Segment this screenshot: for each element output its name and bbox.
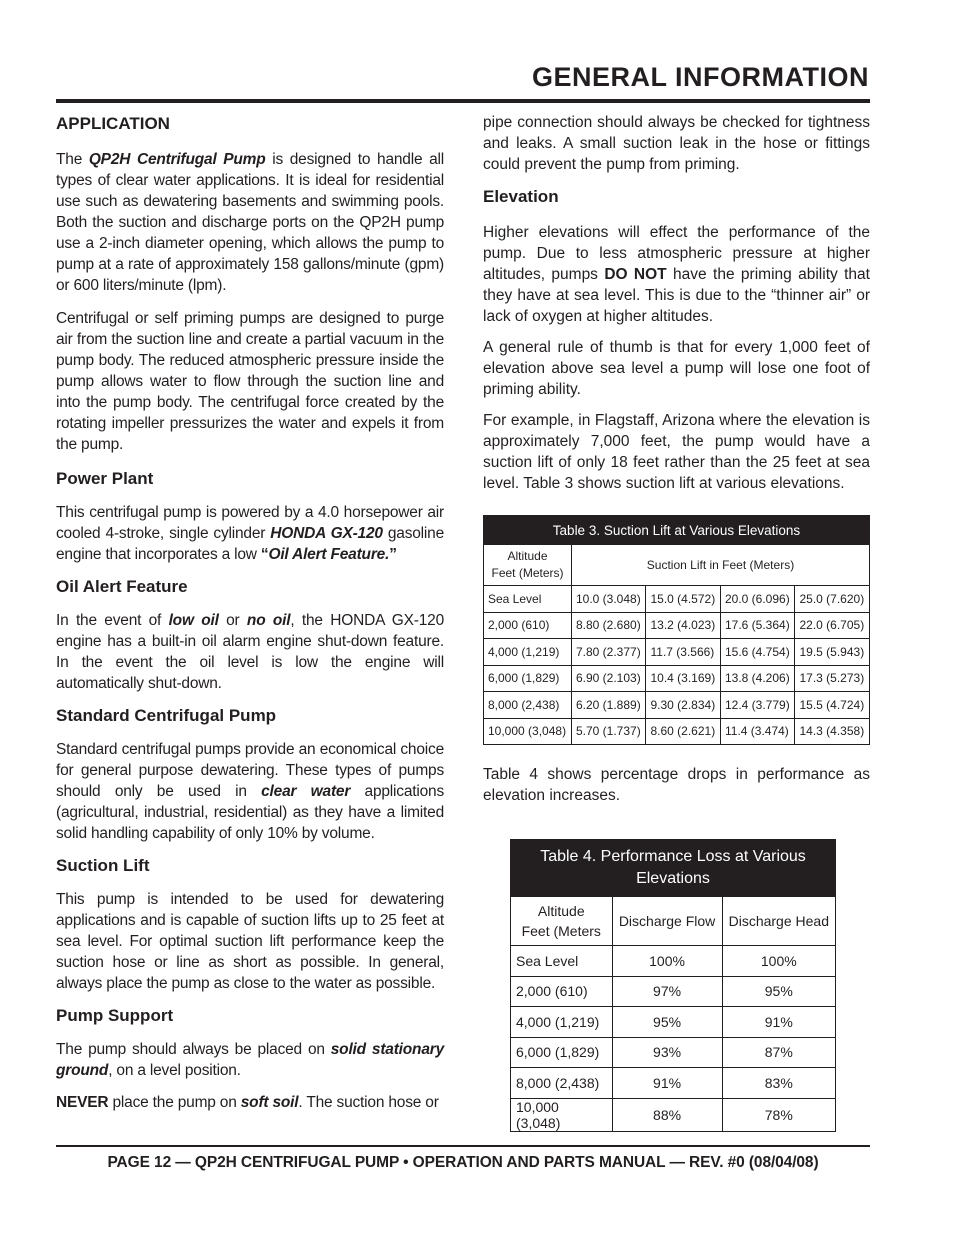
table-cell: 4,000 (1,219) [511,1007,613,1038]
elevation-heading: Elevation [483,187,559,206]
table4-altitude-header: Altitude Feet (Meters [511,897,613,946]
table-row [511,1037,836,1068]
table-cell: 11.4 (3.474) [720,718,795,745]
table-cell: 13.8 (4.206) [720,665,795,692]
table-cell: 91% [722,1007,835,1038]
table4-head-header: Discharge Head [722,897,835,946]
power-plant-heading: Power Plant [56,469,154,488]
table-row [484,718,870,745]
page-footer: PAGE 12 — QP2H CENTRIFUGAL PUMP • OPERATION AND PARTS MANUAL — REV. #0 (08/04/08) [107,1154,819,1171]
table-cell: 83% [722,1068,835,1099]
table-cell: 78% [722,1098,835,1131]
table-cell: 17.3 (5.273) [795,665,870,692]
table-cell: 11.7 (3.566) [646,639,721,666]
table-cell: 22.0 (6.705) [795,612,870,639]
pump-support-heading: Pump Support [56,1006,174,1025]
pump-support-paragraph-1: The pump should always be placed on solid stationary ground, on a level position. [56,1041,444,1079]
continued-paragraph: pipe connection should always be checked for tightness and leaks. A small suction leak in the hose or fittings could prevent the pump from priming. [483,114,870,173]
table-row [511,976,836,1007]
table-row [484,586,870,613]
table-cell: 5.70 (1.737) [571,718,646,745]
elevation-paragraph-1: Higher elevations will effect the performance of the pump. Due to less atmospheric pressure at higher altitudes, pumps DO NOT have the priming ability that they have at sea level. This is due to the “thinner air” or lack of oxygen at higher altitudes. [483,224,870,325]
table-cell: Sea Level [511,946,613,977]
table-cell: 4,000 (1,219) [484,639,572,666]
right-column [483,112,870,494]
table-cell: 93% [612,1037,722,1068]
table-cell: 8.80 (2.680) [571,612,646,639]
table4-flow-header: Discharge Flow [612,897,722,946]
table-cell: 12.4 (3.779) [720,692,795,719]
pump-support-paragraph-2: NEVER place the pump on soft soil. The suction hose or [56,1094,439,1111]
application-paragraph-2: Centrifugal or self priming pumps are designed to purge air from the suction line and create a partial vacuum in the pump body. The reduced atmospheric pressure inside the pump allows water to flow through the suction line and into the pump body. The centrifugal force created by the rotating impeller pressurizes the water and expels it from the pump. [56,310,444,453]
table-cell: 88% [612,1098,722,1131]
table-cell: 14.3 (4.358) [795,718,870,745]
table-cell: 8,000 (2,438) [484,692,572,719]
standard-pump-heading: Standard Centrifugal Pump [56,706,277,725]
table-cell: 2,000 (610) [511,976,613,1007]
oil-alert-heading: Oil Alert Feature [56,577,188,596]
suction-lift-table [483,515,870,745]
suction-lift-paragraph: This pump is intended to be used for dewatering applications and is capable of suction lifts up to 25 feet at sea level. For optimal suction lift performance keep the suction hose or line as short as possible. In general, always place the pump as close to the water as possible. [56,891,444,992]
table-cell: 15.6 (4.754) [720,639,795,666]
table-cell: 2,000 (610) [484,612,572,639]
table-row [484,639,870,666]
table3-caption: Table 3. Suction Lift at Various Elevations [484,516,870,545]
application-paragraph-1: The QP2H Centrifugal Pump is designed to handle all types of clear water applications. It is ideal for residential use such as dewatering basements and swimming pools. Both the suction and discharge ports on the QP2H pump use a 2-inch diameter opening, which allows the pump to pump at a rate of approximately 158 gallons/minute (gpm) or 600 liters/minute (lpm). [56,151,444,294]
table4-caption: Table 4. Performance Loss at Various Elevations [511,840,836,897]
table-row [511,946,836,977]
table4-intro-paragraph: Table 4 shows percentage drops in performance as elevation increases. [483,766,870,804]
table-cell: 15.5 (4.724) [795,692,870,719]
table-cell: 17.6 (5.364) [720,612,795,639]
table-cell: 8,000 (2,438) [511,1068,613,1099]
table-cell: 8.60 (2.621) [646,718,721,745]
top-rule [56,99,870,103]
page-title: GENERAL INFORMATION [532,62,869,92]
table3-suction-header: Suction Lift in Feet (Meters) [571,545,869,586]
application-heading: APPLICATION [56,114,170,133]
table-cell: 97% [612,976,722,1007]
table3-altitude-header: Altitude Feet (Meters) [484,545,572,586]
table-cell: 10.0 (3.048) [571,586,646,613]
performance-loss-table [510,839,836,1132]
table-cell: 19.5 (5.943) [795,639,870,666]
table-cell: 6.20 (1.889) [571,692,646,719]
table-cell: 25.0 (7.620) [795,586,870,613]
table-cell: 6,000 (1,829) [511,1037,613,1068]
table-cell: 95% [612,1007,722,1038]
standard-pump-paragraph: Standard centrifugal pumps provide an economical choice for general purpose dewatering. These types of pumps should only be used in clear water applications (agricultural, industrial, residential) as they have a limited solid handling capability of only 10% by volume. [56,741,444,842]
table-cell: 10.4 (3.169) [646,665,721,692]
bottom-rule [56,1145,870,1147]
table-cell: 100% [722,946,835,977]
table-cell: 13.2 (4.023) [646,612,721,639]
table-cell: 10,000 (3,048) [511,1098,613,1131]
table-cell: 15.0 (4.572) [646,586,721,613]
table-cell: 20.0 (6.096) [720,586,795,613]
table-cell: 6,000 (1,829) [484,665,572,692]
table-row [484,692,870,719]
table-row [511,1068,836,1099]
table-row [511,1098,836,1131]
table-row [511,1007,836,1038]
suction-lift-heading: Suction Lift [56,856,150,875]
elevation-paragraph-3: For example, in Flagstaff, Arizona where the elevation is approximately 7,000 feet, the pump would have a suction lift of only 18 feet rather than the 25 feet at sea level. Table 3 shows suction lift at various elevations. [483,412,870,492]
left-column [56,112,444,1113]
table-cell: 6.90 (2.103) [571,665,646,692]
table-cell: 100% [612,946,722,977]
elevation-paragraph-2: A general rule of thumb is that for every 1,000 feet of elevation above sea level a pump will lose one foot of priming ability. [483,339,870,398]
oil-alert-paragraph: In the event of low oil or no oil, the HONDA GX-120 engine has a built-in oil alarm engine shut-down feature. In the event the oil level is low the engine will automatically shut-down. [56,612,444,692]
table-cell: 91% [612,1068,722,1099]
table-cell: Sea Level [484,586,572,613]
table-row [484,612,870,639]
table-cell: 7.80 (2.377) [571,639,646,666]
table-row [484,665,870,692]
power-plant-paragraph: This centrifugal pump is powered by a 4.0 horsepower air cooled 4-stroke, single cylinder HONDA GX-120 gasoline engine that incorporates a low “Oil Alert Feature.” [56,504,444,563]
table-cell: 9.30 (2.834) [646,692,721,719]
table-cell: 87% [722,1037,835,1068]
table-cell: 10,000 (3,048) [484,718,572,745]
table-cell: 95% [722,976,835,1007]
